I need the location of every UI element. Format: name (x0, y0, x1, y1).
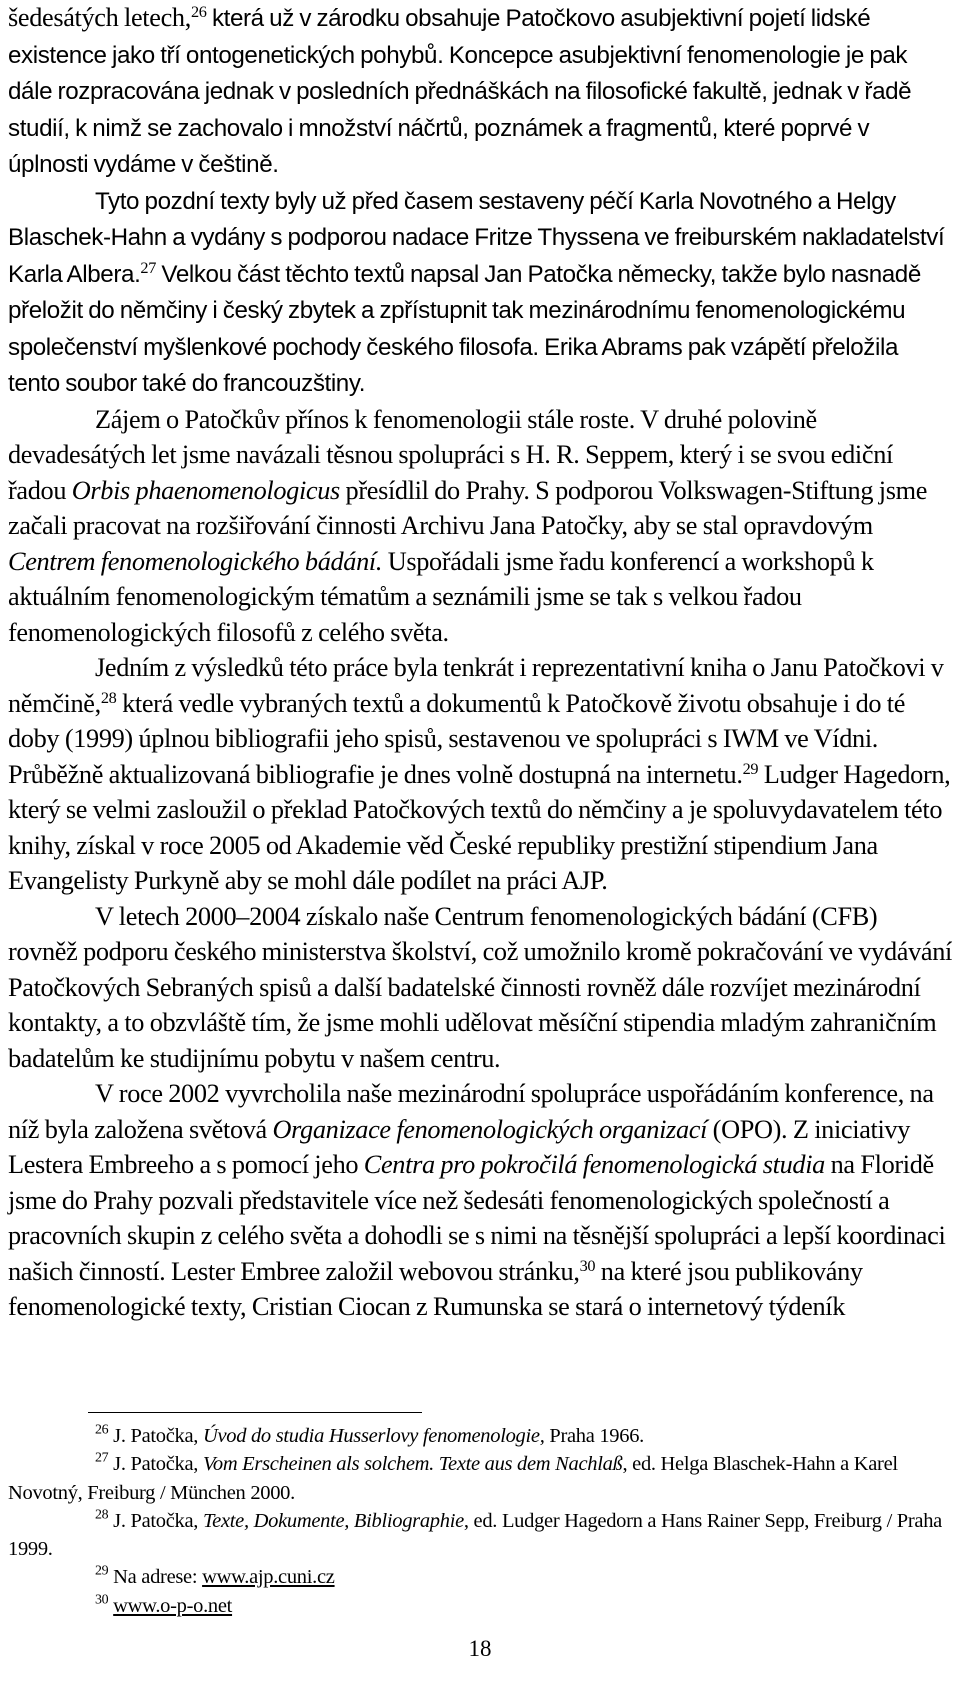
footnote-number: 28 (95, 1507, 109, 1523)
paragraph (8, 402, 952, 651)
paragraph (8, 183, 952, 402)
footnote (8, 1592, 952, 1620)
italic-title: Texte, Dokumente, Bibliographie (202, 1509, 464, 1532)
footnote-number: 30 (95, 1592, 109, 1608)
text-run: Ludger Hagedorn, který se velmi zasloužil o překlad Patočkových textů do němčiny a je spoluvydavatelem této knihy, získal v roce 2005 od Akademie věd České republiky prestižní stipendium Jana Evangelisty Purkyně aby se mohl dále podílet na práci AJP. (8, 759, 951, 895)
footnote-number: 27 (95, 1450, 109, 1466)
text-run: Jedním z výsledků této práce byla tenkrát i reprezentativní kniha o Janu Patočkovi v němčině, (8, 653, 944, 718)
footnote (8, 1563, 952, 1591)
text-run: šedesátých letech, (8, 3, 191, 32)
text-run: která vedle vybraných textů a dokumentů k Patočkově životu obsahuje i do té doby (1999) úplnou bibliografii jeho spisů, sestavenou ve spolupráci s IWM ve Vídni. Průběžně aktualizovaná bibliografie je dnes volně dostupná na internetu. (8, 688, 906, 789)
text-run: která už v zárodku obsahuje Patočkovo asubjektivní pojetí lidské existence jako tří ontogenetických pohybů. Koncepce asubjektivní fenomenologie je pak dále rozpracována jednak v posledních přednáškách na filosofické fakultě, jednak v řadě studií, k nimž se zachovalo i množství náčrtů, poznámek a fragmentů, které poprvé v úplnosti vydáme v češtině. (8, 5, 912, 178)
text-run: Praha 1966. (544, 1425, 644, 1447)
text-run: Velkou část těchto textů napsal Jan Patočka německy, takže bylo nasnadě přeložit do němčiny i český zbytek a zpřístupnit tak mezinárodnímu fenomenologickému společenství myšlenkové pochody českého filosofa. Erika Abrams pak vzápětí přeložila tento soubor také do francouzštiny. (8, 260, 921, 397)
footnote (8, 1422, 952, 1450)
web-link[interactable]: www.ajp.cuni.cz (202, 1566, 335, 1589)
footnote-number: 26 (95, 1422, 109, 1438)
italic-title: Vom Erscheinen als solchem. Texte aus dem Nachlaß (202, 1453, 623, 1476)
text-run: J. Patočka, (113, 1425, 203, 1447)
paragraph (8, 1076, 952, 1325)
italic-title: Centra pro pokročilá fenomenologická studia (363, 1150, 825, 1179)
text-run: na které jsou publikovány fenomenologické texty, Cristian Ciocan z Rumunska se stará o internetový týdeník (8, 1256, 863, 1321)
text-run: , ed. Ludger Hagedorn a Hans Rainer Sepp, Freiburg / Praha 1999. (8, 1509, 942, 1561)
footnote-ref: 26 (190, 2, 207, 22)
text-run: Uspořádali jsme řadu konferencí a workshopů k aktuálním fenomenologickým tématům a seznámili jsme se tak s velkou řadou fenomenologických filosofů z celého světa. (8, 546, 874, 647)
footnote-ref: 28 (100, 687, 117, 707)
text-run: přesídlil do Prahy. S podporou Volkswagen-Stiftung jsme začali pracovat na rozšiřování činnosti Archivu Jana Patočky, aby se stal opravdovým (8, 475, 928, 540)
paragraph (8, 650, 952, 899)
text-run: Zájem o Patočkův přínos k fenomenologii stále roste. V druhé polovině devadesátých let jsme navázali těsnou spolupráci s H. R. Seppem, který i se svou ediční řadou (8, 404, 893, 505)
footnote-number: 29 (95, 1564, 109, 1580)
web-link[interactable]: www.o-p-o.net (113, 1594, 233, 1617)
footnote-ref: 27 (140, 257, 156, 277)
text-run: , ed. Helga Blaschek-Hahn a Karel Novotný, Freiburg / München 2000. (8, 1453, 898, 1504)
text-run: (OPO). Z iniciativy Lestera Embreeho a s pomocí jeho (8, 1114, 911, 1179)
italic-title: Úvod do studia Husserlovy fenomenologie, (202, 1425, 545, 1447)
footnote-ref: 30 (579, 1255, 596, 1275)
paragraph (8, 0, 952, 183)
text-run: Na adrese: (113, 1566, 203, 1589)
text-run: Tyto pozdní texty byly už před časem sestaveny péčí Karla Novotného a Helgy Blaschek-Hahn a vydány s podporou nadace Fritze Thyssena ve freiburském nakladatelství Karla Albera. (8, 187, 945, 288)
footnotes (8, 1422, 952, 1620)
footnote-ref: 29 (742, 758, 759, 778)
footnote (8, 1450, 952, 1507)
page-number: 18 (468, 1636, 492, 1661)
body-text (8, 0, 952, 1325)
text-run: J. Patočka, (113, 1453, 203, 1476)
text-run: J. Patočka, (113, 1509, 203, 1532)
italic-title: Organizace fenomenologických organizací (272, 1114, 708, 1144)
document-page (8, 0, 952, 1325)
footnote-separator (88, 1412, 422, 1413)
paragraph (8, 899, 952, 1077)
text-run: V roce 2002 vyvrcholila naše mezinárodní spolupráce uspořádáním konference, na níž byla založena světová (8, 1079, 934, 1144)
italic-title: Orbis phaenomenologicus (71, 475, 340, 505)
text-run: na Floridě jsme do Prahy pozvali představitele více než šedesáti fenomenologických společností a pracovních skupin z celého světa a dohodli se s nimi na těsnější spolupráci a lepší koordinaci našich činností. Lester Embree založil webovou stránku, (8, 1150, 946, 1286)
text-run: V letech 2000–2004 získalo naše Centrum fenomenologických bádání (CFB) rovněž podporu českého ministerstva školství, což umožnilo kromě pokračování ve vydávání Patočkových Sebraných spisů a další badatelské činnosti rovněž dále rozvíjet mezinárodní kontakty, a to obzvláště tím, že jsme mohli udělovat měsíční stipendia mladým zahraničním badatelům ke studijnímu pobytu v našem centru. (8, 901, 952, 1073)
italic-title: Centrem fenomenologického bádání. (8, 546, 383, 576)
footnote (8, 1507, 952, 1564)
